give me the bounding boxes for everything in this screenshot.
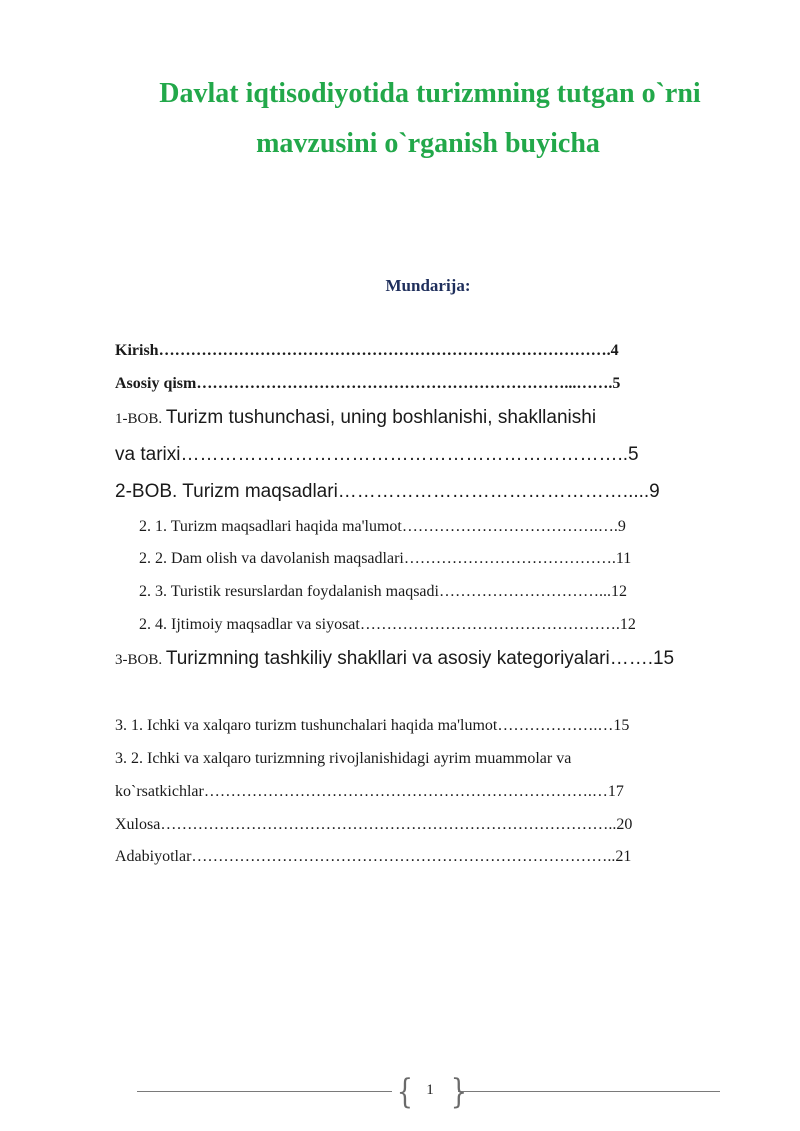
footer-rule-right [458, 1091, 720, 1092]
toc-entry-asosiy-qism: Asosiy qism……………………………………………………………...…….5 [115, 375, 621, 392]
toc-entry-2-3: 2. 3. Turistik resurslardan foydalanish maqsadi…………………………...12 [139, 583, 627, 600]
toc-entry-adabiyotlar: Adabiyotlar……………………………………………………………………..21 [115, 848, 632, 865]
toc-heading: Mundarija: [385, 276, 471, 295]
toc-entry-bob-3 [115, 649, 674, 668]
toc-entry-bob-3-title: Turizmning tashkiliy shakllari va asosiy kategoriyalari…….15 [165, 648, 675, 669]
toc-entry-3-2-continuation: ko`rsatkichlar……………………………………………………………….…17 [115, 783, 624, 800]
toc-entry-bob-1-continuation: va tarixi……………………………………………………………..5 [115, 444, 639, 465]
toc-entry-bob-3-prefix: 3-BOB. [115, 652, 166, 668]
toc-entry-bob-1-prefix: 1-BOB. [115, 411, 166, 427]
footer-left-brace-icon: { [396, 1072, 413, 1112]
toc-entry-3-1: 3. 1. Ichki va xalqaro turizm tushunchalari haqida ma'lumot……………….…15 [115, 717, 630, 734]
toc-entry-2-2: 2. 2. Dam olish va davolanish maqsadlari………………………………….11 [139, 550, 632, 567]
footer-right-brace-icon: } [450, 1072, 467, 1112]
toc-entry-bob-1-title: Turizm tushunchasi, uning boshlanishi, shakllanishi [165, 407, 597, 428]
document-title-line-2: mavzusini o`rganish buyicha [256, 128, 600, 159]
toc-entry-bob-1 [115, 408, 596, 427]
toc-entry-3-2: 3. 2. Ichki va xalqaro turizmning rivojlanishidagi ayrim muammolar va [115, 750, 572, 767]
toc-entry-xulosa: Xulosa…………………………………………………………………………..20 [115, 816, 633, 833]
toc-entry-2-4: 2. 4. Ijtimoiy maqsadlar va siyosat………………………………………….12 [139, 616, 636, 633]
toc-entry-bob-2: 2-BOB. Turizm maqsadlari……………………………………….....9 [115, 481, 660, 502]
toc-entry-2-1: 2. 1. Turizm maqsadlari haqida ma'lumot……………………………….….9 [139, 518, 626, 535]
document-title-line-1: Davlat iqtisodiyotida turizmning tutgan o`rni [159, 78, 701, 109]
toc-entry-kirish: Kirish………………………………………………………………………….4 [115, 342, 619, 359]
footer-rule-left [137, 1091, 392, 1092]
page-number: 1 [426, 1082, 434, 1098]
